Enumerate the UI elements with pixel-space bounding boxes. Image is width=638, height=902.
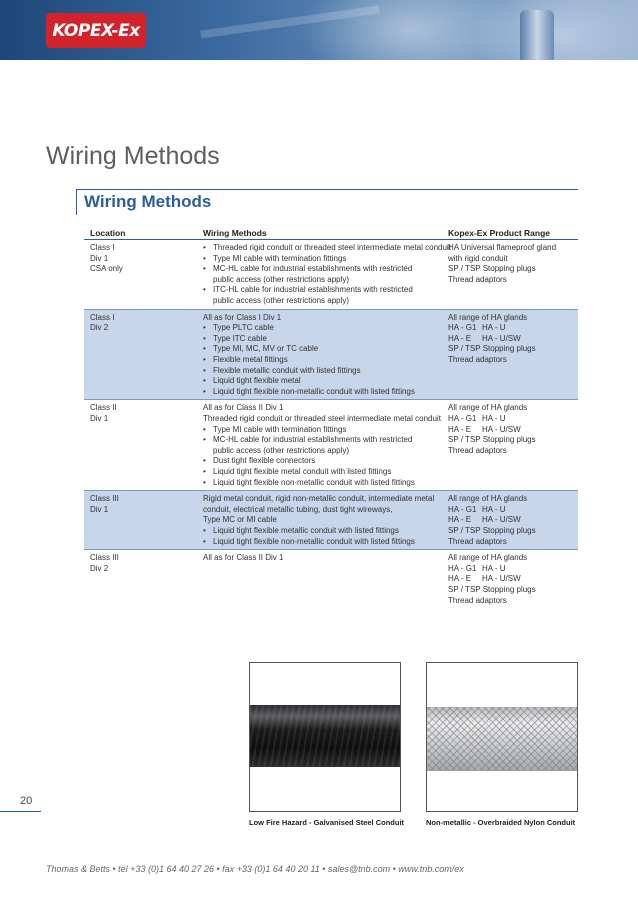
column-header-product-range: Kopex-Ex Product Range (448, 228, 551, 238)
product-range-cell (448, 494, 578, 547)
product-range-cell (448, 313, 578, 366)
product-name: HA - U/SW (482, 574, 521, 584)
product-name: SP / TSP Stopping plugs (448, 525, 536, 535)
wiring-methods-cell (203, 403, 453, 488)
footer-contact: Thomas & Betts • tel +33 (0)1 64 40 27 26 • fax +33 (0)1 64 40 20 11 • sales@tnb.com • www.tnb.com/ex (46, 864, 464, 874)
table-row (84, 240, 578, 310)
table-header (84, 226, 578, 240)
method-bullet-item: • Threaded rigid conduit or threaded steel intermediate metal conduit (203, 243, 453, 254)
product-name: HA - G1 (448, 504, 477, 514)
product-line (448, 494, 578, 505)
product-name: HA - U (482, 504, 506, 514)
table-row (84, 550, 578, 609)
method-bullet-item: • Type MI, MC, MV or TC cable (203, 344, 453, 355)
product-line (448, 344, 578, 355)
column-header-wiring-methods: Wiring Methods (203, 228, 267, 238)
product-range-cell (448, 553, 578, 606)
product-name: SP / TSP Stopping plugs (448, 344, 536, 354)
wiring-methods-cell (203, 494, 453, 547)
location-line: Class I (90, 312, 115, 322)
method-bullet-item: • MC-HL cable for industrial establishments with restricted (203, 435, 453, 446)
kopex-logo (46, 13, 146, 48)
product-name: HA - U/SW (482, 333, 521, 343)
product-name: Thread adaptors (448, 536, 507, 546)
conduit-photo-frame (426, 662, 578, 812)
method-bullet-item: • Liquid tight flexible metal conduit with listed fittings (203, 467, 453, 478)
location-line: Div 1 (90, 413, 109, 423)
product-name: HA - G1 (448, 323, 477, 333)
method-line: Rigid metal conduit, rigid non-metallic conduit, intermediate metal (203, 494, 435, 504)
banner-highlight (470, 0, 638, 60)
product-name: HA - G1 (448, 413, 477, 423)
method-line: public access (other restrictions apply) (213, 295, 350, 305)
product-line (448, 537, 578, 548)
method-bullet-item: • Liquid tight flexible metal (203, 376, 453, 387)
product-line (448, 275, 578, 286)
method-bullet-item: • Dust tight flexible connectors (203, 456, 453, 467)
location-cell (90, 313, 190, 334)
product-line (448, 414, 578, 425)
method-line: All as for Class I Div 1 (203, 312, 282, 322)
product-line (448, 596, 578, 607)
location-line: Div 2 (90, 563, 109, 573)
method-bullet-item: • Type MI cable with termination fittings (203, 254, 453, 265)
product-line (448, 425, 578, 436)
product-line (448, 446, 578, 457)
section-title: Wiring Methods (84, 192, 212, 211)
product-name: with rigid conduit (448, 253, 508, 263)
method-bullet-item: • Liquid tight flexible non-metallic conduit with listed fittings (203, 537, 453, 548)
product-name: All range of HA glands (448, 553, 528, 563)
product-name: HA - U/SW (482, 515, 521, 525)
method-bullet-item: • Flexible metallic conduit with listed fittings (203, 366, 453, 377)
method-bullet-item: • MC-HL cable for industrial establishments with restricted (203, 264, 453, 275)
banner-pipe-graphic (520, 10, 554, 60)
product-name: HA - E (448, 333, 472, 343)
product-name: HA - E (448, 424, 472, 434)
table-body (84, 240, 578, 609)
product-name: SP / TSP Stopping plugs (448, 584, 536, 594)
method-bullet-item: • Type MI cable with termination fittings (203, 425, 453, 436)
product-name: All range of HA glands (448, 312, 528, 322)
photo-caption: Non-metallic - Overbraided Nylon Conduit (426, 818, 576, 827)
product-name: SP / TSP Stopping plugs (448, 435, 536, 445)
method-bullet-item: • Type PLTC cable (203, 323, 453, 334)
method-line: public access (other restrictions apply) (213, 274, 350, 284)
wiring-methods-table (84, 226, 578, 609)
location-line: Class II (90, 403, 117, 413)
method-line: All as for Class II Div 1 (203, 553, 284, 563)
product-line (448, 564, 578, 575)
product-name: HA - U (482, 323, 506, 333)
product-name: Thread adaptors (448, 595, 507, 605)
method-bullet-item: • Type ITC cable (203, 334, 453, 345)
product-line (448, 505, 578, 516)
product-line (448, 254, 578, 265)
black-conduit-photo (250, 705, 401, 767)
method-bullet-item: • ITC-HL cable for industrial establishments with restricted (203, 285, 453, 296)
product-name: HA - E (448, 515, 472, 525)
location-cell (90, 403, 190, 424)
column-header-location: Location (90, 228, 126, 238)
location-cell (90, 494, 190, 515)
product-line (448, 403, 578, 414)
location-line: Class III (90, 553, 119, 563)
wiring-methods-cell (203, 313, 453, 398)
product-name: HA - G1 (448, 563, 477, 573)
method-bullet-item: • Liquid tight flexible metallic conduit with listed fittings (203, 526, 453, 537)
product-line (448, 585, 578, 596)
braided-conduit-photo (427, 707, 578, 771)
product-line (448, 553, 578, 564)
product-name: HA Universal flameproof gland (448, 243, 557, 252)
product-line (448, 243, 578, 254)
product-line (448, 526, 578, 537)
wiring-methods-cell (203, 553, 453, 564)
logo-text: KOPEX-Ex (52, 20, 140, 41)
product-range-cell (448, 403, 578, 456)
table-row (84, 400, 578, 491)
product-line (448, 313, 578, 324)
product-name: HA - E (448, 574, 472, 584)
product-line (448, 264, 578, 275)
method-bullet-item: • Liquid tight flexible non-metallic conduit with listed fittings (203, 478, 453, 489)
product-name: HA - U (482, 413, 506, 423)
product-range-cell (448, 243, 578, 285)
product-line (448, 515, 578, 526)
photo-caption: Low Fire Hazard - Galvanised Steel Conduit (249, 818, 405, 827)
table-row (84, 310, 578, 401)
product-name: Thread adaptors (448, 354, 507, 364)
location-line: CSA only (90, 264, 123, 274)
location-line: Class I (90, 243, 115, 252)
product-line (448, 435, 578, 446)
page-number: 20 (20, 795, 33, 807)
product-line (448, 355, 578, 366)
page-number-rule (0, 811, 41, 812)
section-rule-vertical (76, 189, 77, 215)
product-name: All range of HA glands (448, 494, 528, 504)
location-cell (90, 553, 190, 574)
method-line: public access (other restrictions apply) (213, 445, 350, 455)
product-name: Thread adaptors (448, 445, 507, 455)
product-name: SP / TSP Stopping plugs (448, 264, 536, 274)
location-line: Div 1 (90, 253, 109, 263)
method-line: conduit, electrical metallic tubing, dust tight wireways, (203, 504, 393, 514)
location-cell (90, 243, 190, 275)
product-line (448, 323, 578, 334)
page-title: Wiring Methods (46, 142, 220, 170)
location-line: Div 2 (90, 323, 109, 333)
section-rule (76, 189, 578, 190)
product-name: HA - U/SW (482, 424, 521, 434)
header-banner (0, 0, 638, 60)
location-line: Div 1 (90, 504, 109, 514)
method-line: All as for Class II Div 1 (203, 403, 284, 413)
location-line: Class III (90, 494, 119, 504)
conduit-photo-frame (249, 662, 401, 812)
product-line (448, 334, 578, 345)
method-bullet-item: • Flexible metal fittings (203, 355, 453, 366)
table-row (84, 491, 578, 550)
method-line: Threaded rigid conduit or threaded steel intermediate metal conduit (203, 413, 441, 423)
method-bullet-item: • Liquid tight flexible non-metallic conduit with listed fittings (203, 387, 453, 398)
product-name: All range of HA glands (448, 403, 528, 413)
method-line: Type MC or MI cable (203, 515, 277, 525)
product-name: HA - U (482, 563, 506, 573)
product-line (448, 574, 578, 585)
wiring-methods-cell (203, 243, 453, 307)
product-name: Thread adaptors (448, 274, 507, 284)
